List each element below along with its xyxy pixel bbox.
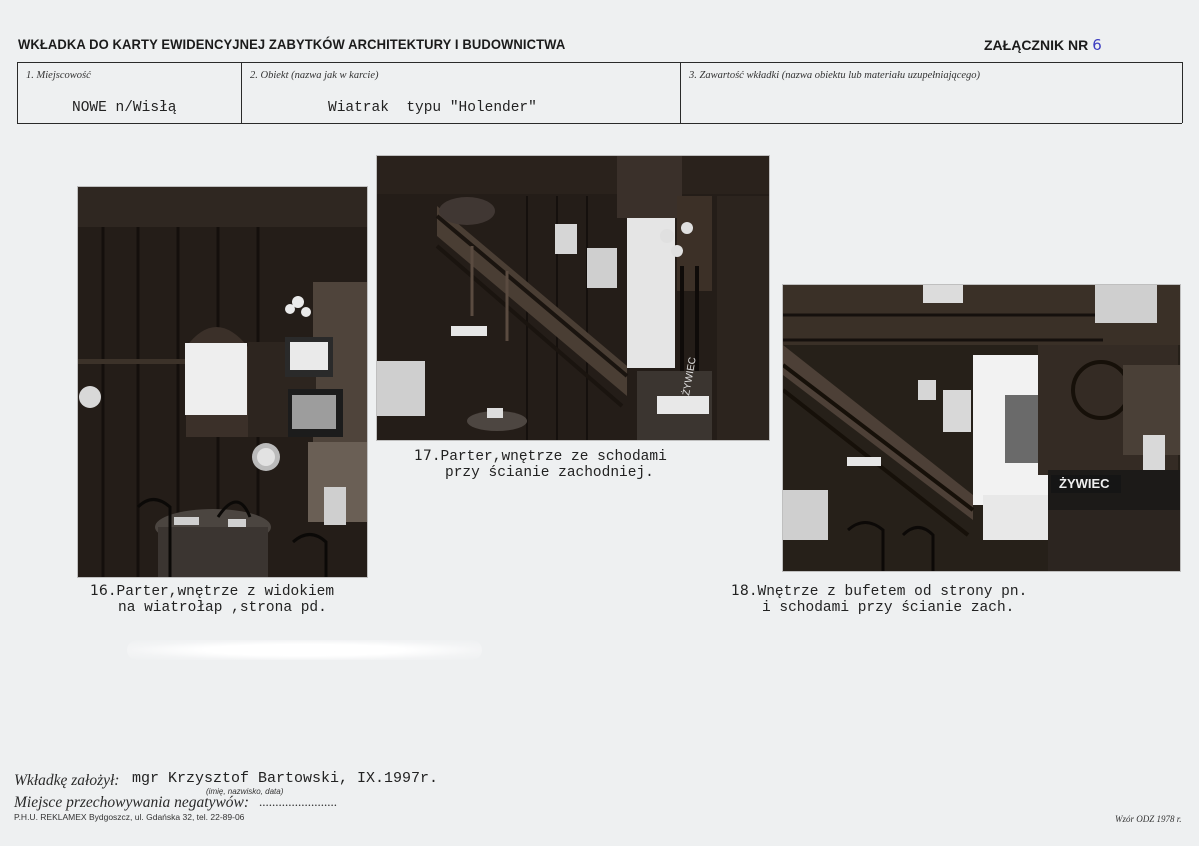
caption-photo-18 (731, 583, 1027, 601)
field-value-miejscowosc: NOWE n/Wisłą (72, 100, 177, 116)
grid-divider (241, 62, 242, 123)
form-title: WKŁADKA DO KARTY EWIDENCYJNEJ ZABYTKÓW ARCHITEKTURY I BUDOWNICTWA (18, 36, 566, 52)
correction-smudge (127, 640, 482, 660)
negatives-label: Miejsce przechowywania negatywów: (14, 794, 250, 811)
grid-divider (17, 62, 18, 123)
author-label: Wkładkę założył: (14, 772, 120, 789)
caption-16-line1: .Parter,wnętrze z widokiem (107, 584, 335, 600)
photo-17-image (377, 156, 769, 440)
caption-18-line1: .Wnętrze z bufetem od strony pn. (748, 584, 1028, 600)
caption-17-line1: .Parter,wnętrze ze schodami (431, 449, 667, 465)
caption-photo-17 (414, 448, 667, 466)
caption-photo-16 (90, 583, 334, 601)
photo-number-16: 16 (90, 583, 108, 599)
grid-divider (1182, 62, 1183, 123)
photo-16 (77, 186, 368, 578)
field-grid (17, 62, 1182, 124)
caption-18-line2: i schodami przy ścianie zach. (762, 600, 1015, 616)
field-label-miejscowosc: 1. Miejscowość (26, 70, 91, 81)
author-value: mgr Krzysztof Bartowski, IX.1997r. (132, 770, 439, 787)
form-model: Wzór ODZ 1978 r. (1115, 814, 1182, 824)
grid-divider (680, 62, 681, 123)
photo-16-image (78, 187, 367, 577)
photo-17 (376, 155, 770, 441)
photo-18-image (783, 285, 1180, 571)
printer-info: P.H.U. REKLAMEX Bydgoszcz, ul. Gdańska 32, tel. 22-89-06 (14, 812, 245, 822)
zywiec-sign-17: ŻYWIEC (681, 356, 699, 397)
caption-17-line2: przy ścianie zachodniej. (445, 465, 654, 481)
author-note: (imię, nazwisko, data) (206, 787, 284, 796)
attachment-number (984, 36, 1102, 54)
attachment-label: ZAŁĄCZNIK NR (984, 37, 1089, 53)
field-label-obiekt: 2. Obiekt (nazwa jak w karcie) (250, 70, 379, 81)
field-label-zawartosc: 3. Zawartość wkładki (nazwa obiektu lub materiału uzupełniającego) (689, 70, 981, 81)
field-value-obiekt: Wiatrak typu "Holender" (328, 100, 537, 116)
zywiec-sign-18: ŻYWIEC (1059, 476, 1110, 491)
photo-number-18: 18 (731, 583, 749, 599)
photo-number-17: 17 (414, 448, 432, 464)
attachment-number-value: 6 (1092, 36, 1102, 54)
photo-18 (782, 284, 1181, 572)
negatives-value: ........................ (259, 794, 337, 809)
caption-16-line2: na wiatrołap ,strona pd. (118, 600, 327, 616)
